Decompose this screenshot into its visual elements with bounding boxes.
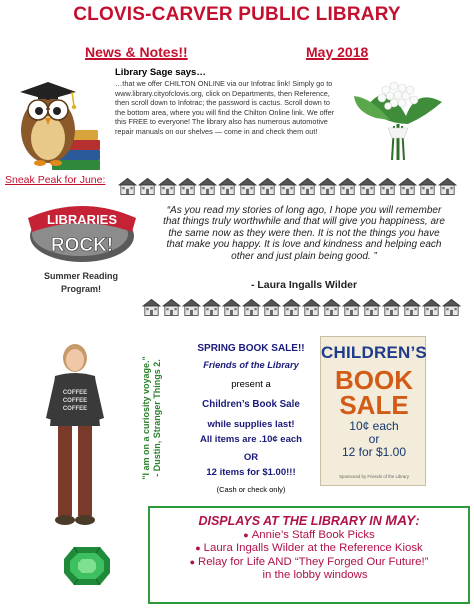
house-icon [218,176,237,196]
quote-author: - Laura Ingalls Wilder [250,279,358,291]
house-icon [262,297,281,317]
display-item: ● Relay for Life AND “They Forged Our Future!” [189,555,429,568]
poster-prices [321,420,427,459]
library-sage-body: …that we offer CHILTON ONLINE via our Infotrac link! Simply go to www.library.cityofclovis.org, click on Departments, then Reference, then scroll down to Infotrac; the password is cactus. Scroll down to the bottom area, where you will find the Chilton Online link. We offer this FREE to everyone! The library also has numerous automotive repair manuals on our shelves — come in and check them out! [115,79,335,136]
libraries-rock-logo [22,196,142,268]
displays-box [148,506,470,604]
sale-heading: SPRING BOOK SALE!! [197,343,305,354]
poster-book-sale [321,365,427,420]
house-icon [378,176,397,196]
poster-sponsor: Sponsored by Friends of the Library [339,474,409,479]
house-icon [258,176,277,196]
house-border-middle [142,297,461,317]
sale-supplies: while supplies last! [207,419,295,430]
emerald-gem-icon [62,545,112,587]
house-icon [278,176,297,196]
poster-heading: CHILDREN’S [321,343,427,362]
house-icon [302,297,321,317]
voyage-line2: - Dustin, Stranger Things 2. [152,358,162,477]
displays-title-prefix: DISPLAYS AT THE LIBRARY IN [198,514,386,528]
house-icon [442,297,461,317]
house-icon [322,297,341,317]
voyage-line1: "I am on a curiosity voyage." [141,355,151,480]
sale-present: present a [231,379,271,390]
house-icon [362,297,381,317]
displays-title-month: MAY [385,512,416,528]
displays-title-suffix: : [415,514,420,528]
libraries-logo-text-bottom: ROCK! [50,235,114,256]
shirt-text-3: COFFEE [62,406,88,412]
bullet-icon: ● [243,530,249,540]
voyage-quote [133,345,171,490]
house-icon [182,297,201,317]
sale-price: All items are .10¢ each [200,434,302,445]
sneak-peak-heading: Sneak Peak for June: [5,174,106,186]
news-notes-heading: News & Notes!! [85,44,188,60]
sale-or: OR [243,452,259,463]
house-icon [222,297,241,317]
owl-icon [8,62,108,174]
shirt-text-1: COFFEE [62,390,88,396]
sale-friends: Friends of the Library [203,360,299,370]
house-icon [298,176,317,196]
house-icon [118,176,137,196]
poster-price-each: 10¢ each [349,419,399,433]
poster-or: or [368,432,380,446]
newsletter-title: CLOVIS-CARVER PUBLIC LIBRARY [73,4,401,25]
house-icon [438,176,457,196]
laura-ingalls-quote: “As you read my stories of long ago, I hope you will remember that things truly worthwhile and that will give you happiness, are the same now as they were then. It is not the things you have that make you happy. It is love and kindness and helping each other and just plain being good. ” [163,205,445,262]
house-icon [422,297,441,317]
lily-of-the-valley-icon [346,68,454,168]
bullet-icon: ● [189,556,195,567]
poster-sale: SALE [339,390,409,420]
house-icon [178,176,197,196]
sale-payment: (Cash or check only) [216,485,286,494]
sale-title: Children’s Book Sale [202,399,300,410]
house-icon [382,297,401,317]
shirt-text-2: COFFEE [62,398,88,404]
poster-price-bulk: 12 for $1.00 [341,445,407,459]
house-icon [202,297,221,317]
issue-date: May 2018 [306,44,369,60]
house-icon [282,297,301,317]
library-sage-title: Library Sage says… [115,67,206,78]
displays-title [150,512,468,528]
house-icon [158,176,177,196]
house-icon [358,176,377,196]
poster-book: BOOK [335,365,413,395]
house-icon [338,176,357,196]
bullet-icon: ● [195,543,201,554]
library-sage-article [115,67,340,137]
house-icon [238,176,257,196]
display-item-continued: in the lobby windows [262,568,368,581]
displays-list [150,529,468,582]
house-icon [398,176,417,196]
house-icon [242,297,261,317]
staff-photo [20,338,130,538]
libraries-logo-text-top: LIBRARIES [46,212,118,227]
house-icon [138,176,157,196]
summer-reading-caption [14,270,148,296]
summer-caption-line2: Program! [60,284,101,294]
house-icon [318,176,337,196]
house-icon [418,176,437,196]
display-item: ● Annie’s Staff Book Picks [243,529,375,541]
spring-book-sale [183,343,319,494]
house-icon [402,297,421,317]
house-icon [342,297,361,317]
display-item: ● Laura Ingalls Wilder at the Reference Kiosk [195,542,423,555]
childrens-book-sale-poster [320,336,426,486]
summer-caption-line1: Summer Reading [43,271,119,281]
house-icon [162,297,181,317]
sale-bulk-price: 12 items for $1.00!!! [206,467,296,478]
house-icon [142,297,161,317]
house-icon [198,176,217,196]
house-border-top [118,176,457,196]
